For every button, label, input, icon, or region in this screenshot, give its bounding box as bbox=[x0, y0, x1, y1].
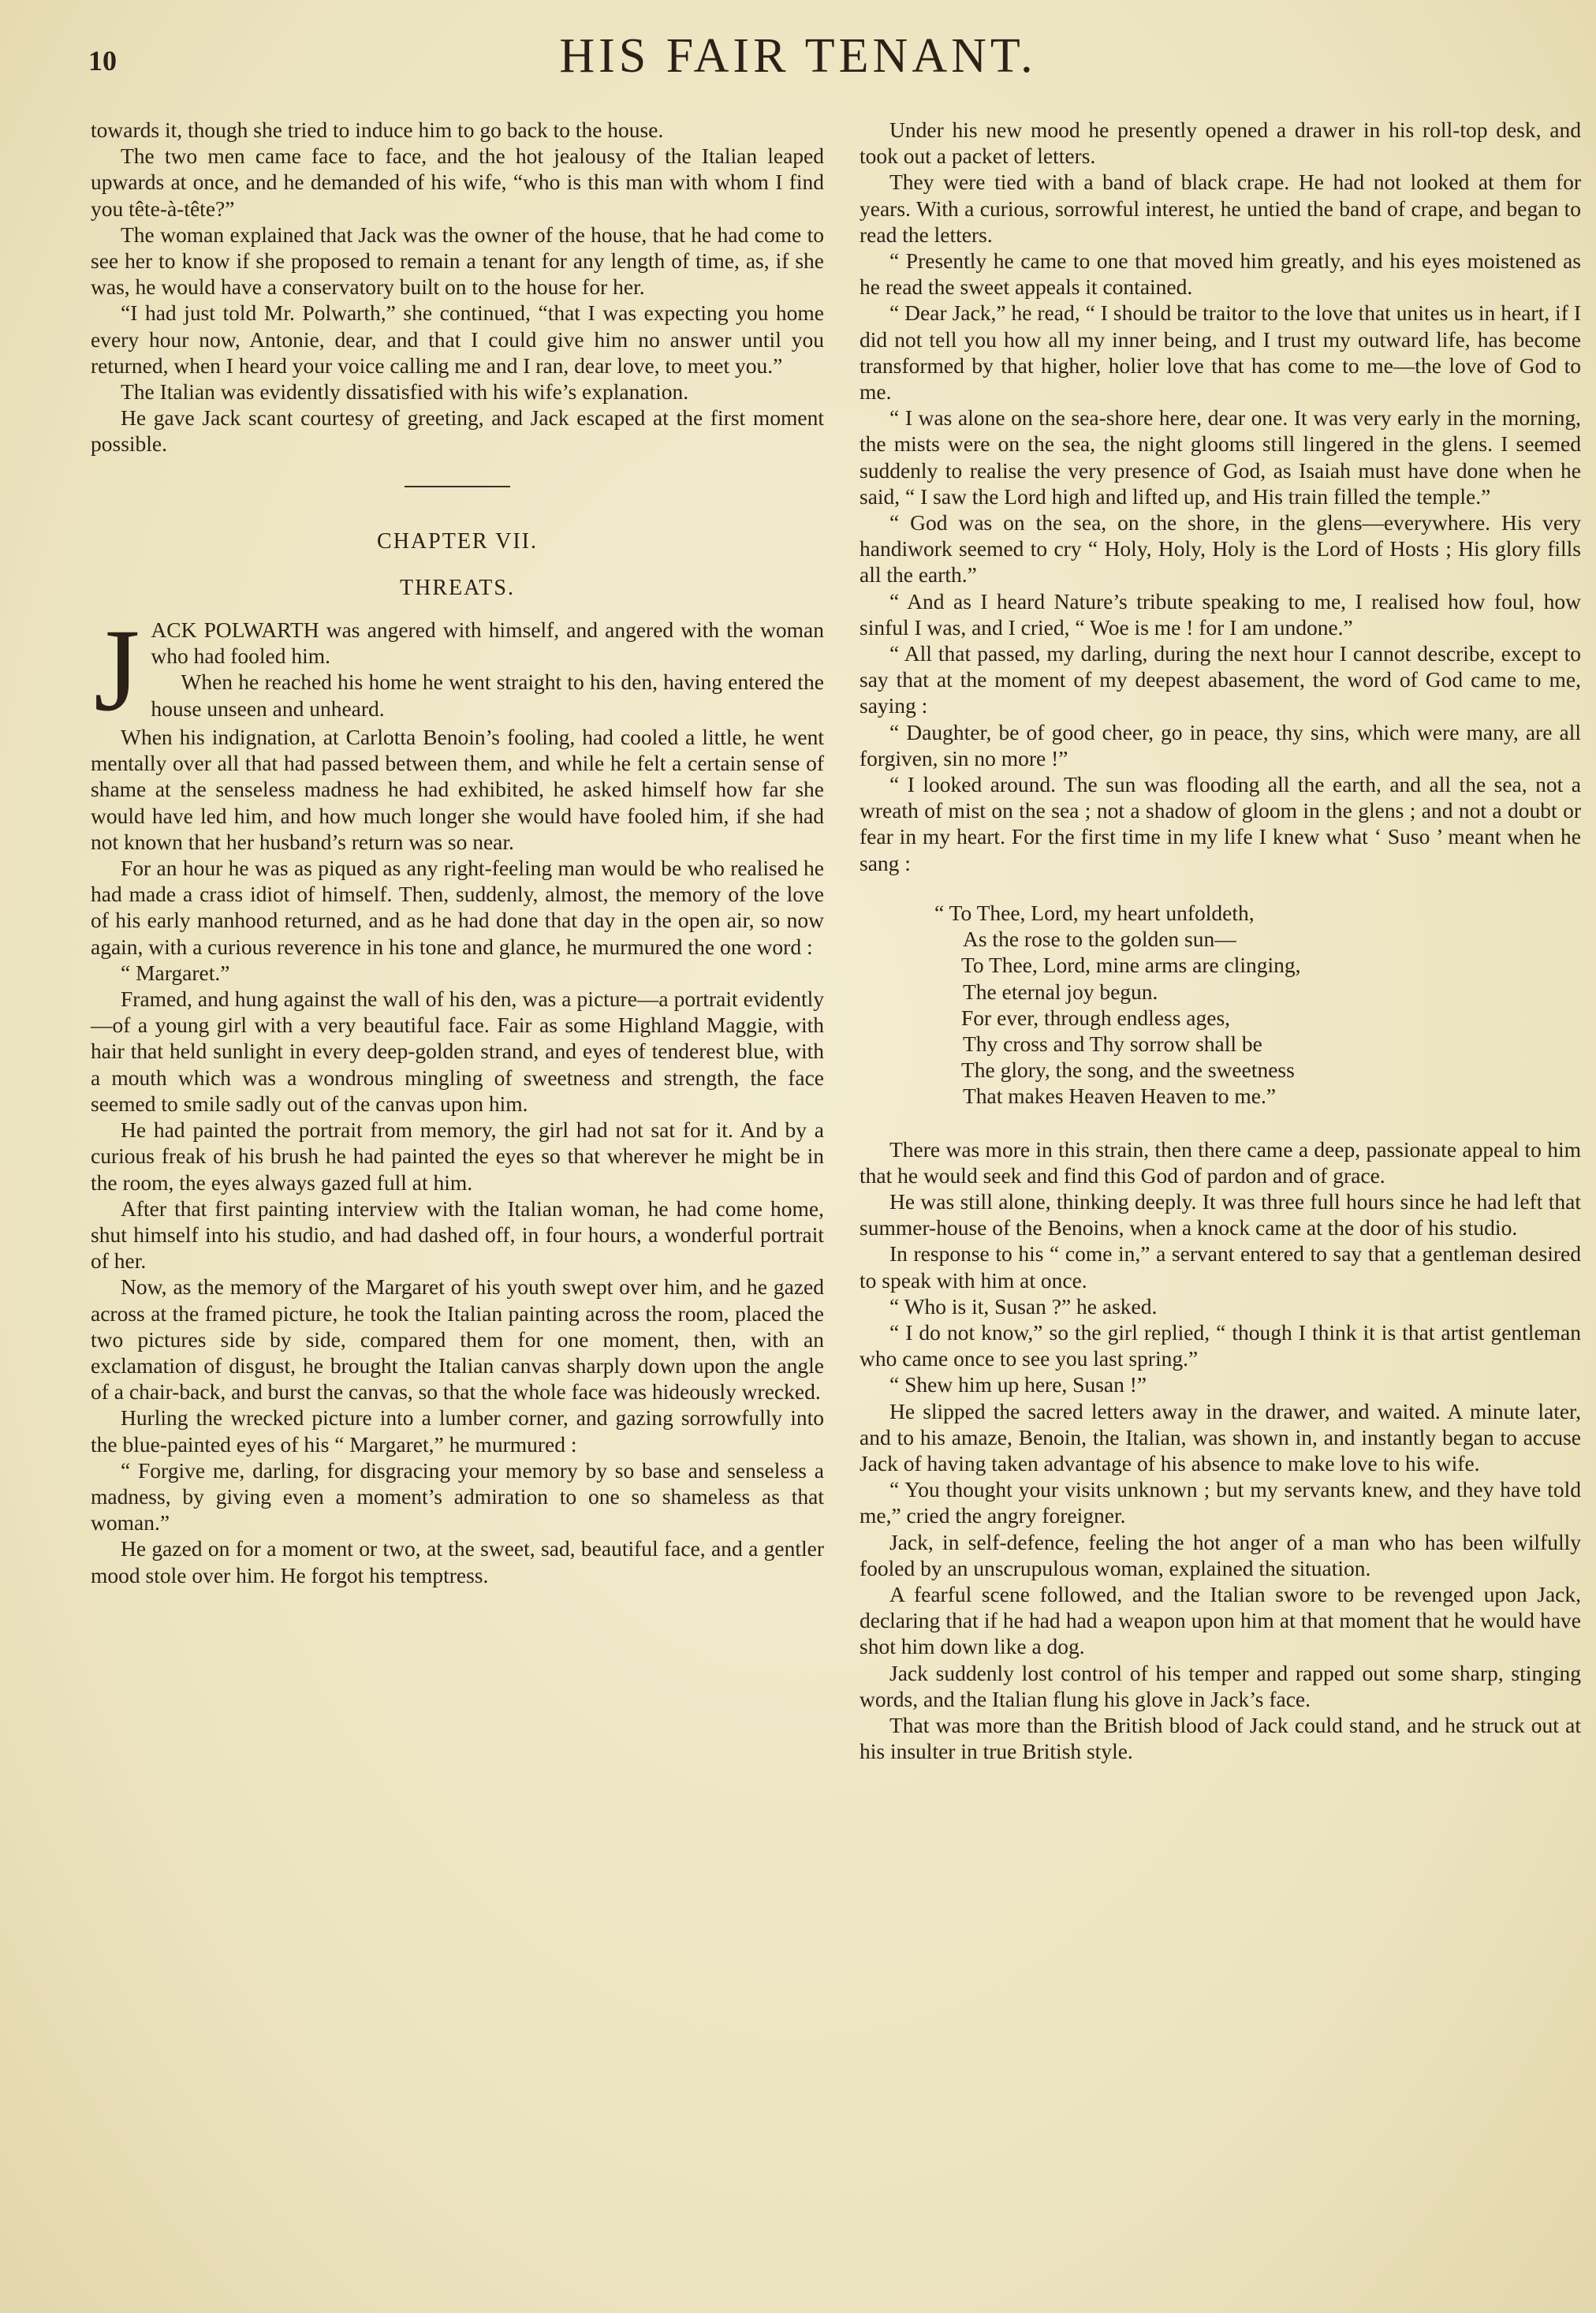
paragraph: “ Daughter, be of good cheer, go in peace, thy sins, which were many, are all forgiven, sin no more !” bbox=[860, 719, 1581, 770]
paragraph: “ Dear Jack,” he read, “ I should be traitor to the love that unites us in heart, if I did not tell you how all my inner being, and I trust my outward life, has become transformed by that higher, holier love that has come to me—the love of God to me. bbox=[860, 300, 1581, 405]
paragraph: He gazed on for a moment or two, at the sweet, sad, beautiful face, and a gentler mood stole over him. He forgot his temptress. bbox=[91, 1536, 824, 1587]
paragraph: There was more in this strain, then there came a deep, passionate appeal to him that he would seek and find this God of pardon and of grace. bbox=[860, 1136, 1581, 1188]
paragraph: Now, as the memory of the Margaret of his youth swept over him, and he gazed across at the framed picture, he took the Italian painting across the room, placed the two pictures side by side, compared them for one moment, then, with an exclamation of disgust, he brought the Italian canvas sharply down upon the angle of a chair-back, and burst the canvas, so that the whole face was hideously wrecked. bbox=[91, 1274, 824, 1405]
paragraph: “I had just told Mr. Polwarth,” she continued, “that I was expecting you home every hour now, Antonie, dear, and that I could give him no answer until you returned, when I heard your voice calling me and I ran, dear love, to meet you.” bbox=[91, 300, 824, 378]
paragraph: When he reached his home he went straight to his den, having entered the house unseen and unheard. bbox=[151, 670, 824, 721]
paragraph: Framed, and hung against the wall of his den, was a picture—a portrait evidently—of a young girl with a very beautiful face. Fair as some Highland Maggie, with hair that held sunlight in every deep-golden strand, and eyes of tenderest blue, with a mouth which was a wondrous mingling of sweetness and strength, the face seemed to smile sadly out of the canvas upon him. bbox=[91, 987, 824, 1116]
right-column bbox=[860, 117, 1581, 1764]
paragraph: “ Shew him up here, Susan !” bbox=[889, 1372, 1147, 1397]
poem-line: To Thee, Lord, mine arms are clinging, bbox=[961, 953, 1301, 978]
paragraph: “ Presently he came to one that moved him greatly, and his eyes moistened as he read the sweet appeals it contained. bbox=[860, 248, 1581, 300]
paragraph: A fearful scene followed, and the Italian swore to be revenged upon Jack, declaring that if he had had a weapon upon him at that moment that he would have shot him down like a dog. bbox=[860, 1581, 1581, 1659]
paragraph: “ I was alone on the sea-shore here, dear one. It was very early in the morning, the mists were on the sea, the night glooms still lingered in the glens. I seemed suddenly to realise the very presence of God, as Isaiah must have done when he said, “ I saw the Lord high and lifted up, and His train filled the temple.” bbox=[860, 405, 1581, 509]
paragraph: After that first painting interview with the Italian woman, he had come home, shut himself into his studio, and had dashed off, in four hours, a wonderful portrait of her. bbox=[91, 1196, 824, 1274]
paragraph: In response to his “ come in,” a servant entered to say that a gentleman desired to speak with him at once. bbox=[860, 1241, 1581, 1293]
paragraph: He was still alone, thinking deeply. It was three full hours since he had left that summer-house of the Benoins, when a knock came at the door of his studio. bbox=[860, 1188, 1581, 1240]
paragraph: When his indignation, at Carlotta Benoin’s fooling, had cooled a little, he went mentally over all that had passed between them, and while he felt a certain sense of shame at the senseless madness he had exhibited, he asked himself how far she would have led him, and how much longer she would have fooled him, if she had not known that her husband’s return was so near. bbox=[91, 725, 824, 854]
paragraph: For an hour he was as piqued as any right-feeling man would be who realised he had made a crass idiot of himself. Then, suddenly, almost, the memory of the love of his early manhood returned, and as he had done that day in the open air, so now again, with a curious reverence in his tone and glance, he murmured the one word : bbox=[91, 856, 824, 959]
page-number: 10 bbox=[88, 45, 117, 76]
chapter-number: CHAPTER VII. bbox=[377, 528, 538, 554]
section-divider bbox=[405, 486, 510, 487]
paragraph: “ All that passed, my darling, during the next hour I cannot describe, except to say that at the moment of my deepest abasement, the word of God came to me, saying : bbox=[860, 641, 1581, 718]
paragraph: “ I do not know,” so the girl replied, “ though I think it is that artist gentleman who came once to see you last spring.” bbox=[860, 1319, 1581, 1371]
paragraph: Jack suddenly lost control of his temper and rapped out some sharp, stinging words, and the Italian flung his glove in Jack’s face. bbox=[860, 1660, 1581, 1711]
poem-line: The eternal joy begun. bbox=[963, 979, 1158, 1004]
paragraph: Under his new mood he presently opened a drawer in his roll-top desk, and took out a packet of letters. bbox=[860, 118, 1581, 169]
paragraph: “ I looked around. The sun was flooding all the earth, and all the sea, not a wreath of mist on the sea ; not a shadow of gloom in the glens ; and not a doubt or fear in my heart. For the first time in my life I knew what ‘ Suso ’ meant when he sang : bbox=[860, 772, 1581, 875]
paragraph: “ Forgive me, darling, for disgracing your memory by so base and senseless a madness, by giving even a moment’s admiration to one so shameless as that woman.” bbox=[91, 1457, 824, 1535]
poem-line: That makes Heaven Heaven to me.” bbox=[963, 1084, 1277, 1109]
paragraph: He had painted the portrait from memory, the girl had not sat for it. And by a curious freak of his brush he had painted the eyes so that wherever he might be in the room, the eyes always gazed full at him. bbox=[91, 1117, 824, 1195]
poem-stanza bbox=[860, 900, 1581, 1110]
paragraph: Hurling the wrecked picture into a lumber corner, and gazing sorrowfully into the blue-painted eyes of his “ Margaret,” he murmured : bbox=[91, 1405, 824, 1457]
poem-line: Thy cross and Thy sorrow shall be bbox=[963, 1031, 1262, 1056]
paragraph: He gave Jack scant courtesy of greeting, and Jack escaped at the first moment possible. bbox=[91, 405, 824, 457]
poem-line: As the rose to the golden sun— bbox=[963, 927, 1236, 952]
paragraph: “ God was on the sea, on the shore, in the glens—everywhere. His very handiwork seemed to cry “ Holy, Holy, Holy is the Lord of Hosts ; His glory fills all the earth.” bbox=[860, 510, 1581, 588]
paragraph: The Italian was evidently dissatisfied with his wife’s explanation. bbox=[121, 379, 689, 405]
paragraph: “ Margaret.” bbox=[121, 960, 230, 985]
paragraph: towards it, though she tried to induce him to go back to the house. bbox=[91, 118, 664, 142]
paragraph: The woman explained that Jack was the owner of the house, that he had come to see her to know if she proposed to remain a tenant for any length of time, as, if she was, he would have a conservatory built on to the house for her. bbox=[91, 222, 824, 300]
running-title: HIS FAIR TENANT. bbox=[559, 29, 1037, 83]
drop-cap: J bbox=[94, 605, 140, 737]
paragraph: They were tied with a band of black crape. He had not looked at them for years. With a curious, sorrowful interest, he untied the band of crape, and began to read the letters. bbox=[860, 170, 1581, 247]
paragraph: “ You thought your visits unknown ; but my servants knew, and they have told me,” cried the angry foreigner. bbox=[860, 1477, 1581, 1528]
poem-line: The glory, the song, and the sweetness bbox=[961, 1058, 1295, 1083]
chapter-title: THREATS. bbox=[400, 575, 515, 600]
paragraph: “ Who is it, Susan ?” he asked. bbox=[889, 1293, 1158, 1319]
paragraph: He slipped the sacred letters away in the drawer, and waited. A minute later, and to his amaze, Benoin, the Italian, was shown in, and instantly began to accuse Jack of having taken advantage of his absence to make love to his wife. bbox=[860, 1398, 1581, 1475]
paragraph: “ And as I heard Nature’s tribute speaking to me, I realised how foul, how sinful I was, and I cried, “ Woe is me ! for I am undone.” bbox=[860, 588, 1581, 640]
paragraph: The two men came face to face, and the hot jealousy of the Italian leaped upwards at once, and he demanded of his wife, “who is this man with whom I find you tête-à-tête?” bbox=[91, 144, 824, 221]
page-header bbox=[0, 22, 1596, 85]
poem-line: “ To Thee, Lord, my heart unfoldeth, bbox=[934, 900, 1255, 925]
paragraph: Jack, in self-defence, feeling the hot anger of a man who has been wilfully fooled by an unscrupulous woman, explained the situation. bbox=[860, 1529, 1581, 1580]
poem-line: For ever, through endless ages, bbox=[961, 1005, 1231, 1030]
left-column bbox=[91, 117, 824, 1588]
opening-text: ACK POLWARTH was angered with himself, and angered with the woman who had fooled him. bbox=[151, 617, 824, 669]
paragraph: That was more than the British blood of Jack could stand, and he struck out at his insulter in true British style. bbox=[860, 1712, 1581, 1764]
